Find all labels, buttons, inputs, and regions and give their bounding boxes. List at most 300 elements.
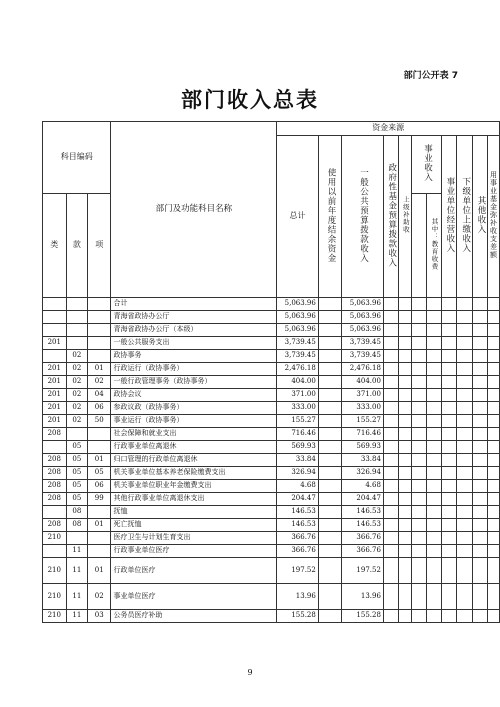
general-budget-cell: 404.00: [342, 376, 384, 389]
empty-source-cell: [383, 532, 398, 545]
empty-source-cell: [398, 350, 412, 363]
table-row: [43, 311, 500, 324]
empty-source-cell: [473, 519, 488, 532]
empty-source-cell: [488, 441, 500, 454]
empty-source-cell: [426, 519, 441, 532]
total-cell: 371.00: [277, 389, 319, 402]
kuan-header: 款: [66, 194, 87, 298]
fiscal-special-header: 上级补助收: [398, 136, 412, 298]
empty-source-cell: [441, 415, 457, 428]
subject-lei-cell: [43, 506, 67, 519]
empty-source-cell: [473, 545, 488, 558]
total-cell: 366.76: [277, 545, 319, 558]
empty-source-cell: [488, 610, 500, 623]
empty-source-cell: [412, 402, 426, 415]
empty-source-cell: [412, 493, 426, 506]
empty-source-cell: [441, 324, 457, 337]
subject-kuan-cell: 05: [66, 480, 87, 493]
empty-source-cell: [426, 506, 441, 519]
empty-source-cell: [412, 350, 426, 363]
subject-xiang-cell: 99: [88, 493, 111, 506]
empty-source-cell: [488, 532, 500, 545]
prior-balance-cell: [318, 532, 341, 545]
subject-xiang-cell: 03: [88, 610, 111, 623]
empty-source-cell: [473, 389, 488, 402]
general-budget-cell: 155.28: [342, 610, 384, 623]
item-name-cell: 政协事务: [111, 350, 277, 363]
subject-kuan-cell: 05: [66, 441, 87, 454]
empty-source-cell: [488, 584, 500, 610]
empty-source-cell: [441, 519, 457, 532]
prior-balance-cell: [318, 441, 341, 454]
lei-header: 类: [43, 194, 67, 298]
empty-source-cell: [426, 610, 441, 623]
subject-lei-cell: 208: [43, 480, 67, 493]
item-name-cell: 行政运行（政协事务）: [111, 363, 277, 376]
item-name-cell: 社会保障和就业支出: [111, 428, 277, 441]
table-row: [43, 584, 500, 610]
prior-balance-cell: [318, 324, 341, 337]
general-budget-cell: 333.00: [342, 402, 384, 415]
item-name-cell: 死亡抚恤: [111, 519, 277, 532]
table-row: [43, 402, 500, 415]
empty-source-cell: [426, 402, 441, 415]
empty-source-cell: [383, 454, 398, 467]
page-number: 9: [247, 668, 253, 677]
prior-balance-cell: [318, 350, 341, 363]
empty-source-cell: [457, 363, 473, 376]
empty-source-cell: [473, 402, 488, 415]
subject-kuan-cell: 02: [66, 363, 87, 376]
empty-source-cell: [398, 415, 412, 428]
empty-source-cell: [473, 610, 488, 623]
empty-source-cell: [488, 506, 500, 519]
empty-source-cell: [412, 363, 426, 376]
subject-lei-cell: 201: [43, 363, 67, 376]
subject-kuan-cell: 11: [66, 584, 87, 610]
subject-lei-cell: 210: [43, 532, 67, 545]
total-cell: 3,739.45: [277, 350, 319, 363]
item-name-cell: 抚恤: [111, 506, 277, 519]
empty-source-cell: [426, 480, 441, 493]
empty-source-cell: [398, 298, 412, 311]
empty-source-cell: [426, 350, 441, 363]
table-row: [43, 545, 500, 558]
subject-kuan-cell: [66, 337, 87, 350]
subject-lei-cell: 201: [43, 389, 67, 402]
empty-source-cell: [426, 298, 441, 311]
table-row: [43, 454, 500, 467]
subject-code-header: 科目编码: [43, 122, 111, 194]
table-row: [43, 389, 500, 402]
subject-xiang-cell: 06: [88, 402, 111, 415]
general-budget-cell: 146.53: [342, 519, 384, 532]
empty-source-cell: [441, 389, 457, 402]
empty-source-cell: [412, 467, 426, 480]
prior-balance-cell: [318, 506, 341, 519]
total-cell: 366.76: [277, 532, 319, 545]
empty-source-cell: [488, 519, 500, 532]
total-cell: 197.52: [277, 558, 319, 584]
empty-source-cell: [457, 376, 473, 389]
empty-source-cell: [412, 428, 426, 441]
empty-source-cell: [488, 363, 500, 376]
empty-source-cell: [383, 467, 398, 480]
general-budget-cell: 13.96: [342, 584, 384, 610]
empty-source-cell: [473, 584, 488, 610]
empty-source-cell: [412, 311, 426, 324]
general-budget-cell: 197.52: [342, 558, 384, 584]
other-income-header: 其他收入: [473, 136, 488, 298]
subject-kuan-cell: [66, 298, 87, 311]
subject-kuan-cell: [66, 532, 87, 545]
empty-source-cell: [457, 532, 473, 545]
subject-lei-cell: 201: [43, 337, 67, 350]
subject-lei-cell: 208: [43, 454, 67, 467]
empty-source-cell: [457, 415, 473, 428]
item-name-cell: 行政事业单位医疗: [111, 545, 277, 558]
empty-source-cell: [412, 519, 426, 532]
empty-source-cell: [441, 402, 457, 415]
subject-kuan-cell: 05: [66, 493, 87, 506]
subject-kuan-cell: [66, 428, 87, 441]
item-name-cell: 机关事业单位职业年金缴费支出: [111, 480, 277, 493]
subject-kuan-cell: 05: [66, 467, 87, 480]
empty-source-cell: [441, 298, 457, 311]
empty-source-cell: [473, 428, 488, 441]
empty-source-cell: [441, 584, 457, 610]
empty-source-cell: [488, 467, 500, 480]
item-name-cell: 行政单位医疗: [111, 558, 277, 584]
empty-source-cell: [488, 402, 500, 415]
table-number-label: 部门公开表 7: [403, 71, 458, 81]
empty-source-cell: [383, 584, 398, 610]
empty-source-cell: [426, 363, 441, 376]
empty-source-cell: [426, 532, 441, 545]
empty-source-cell: [473, 363, 488, 376]
empty-source-cell: [488, 454, 500, 467]
empty-source-cell: [412, 454, 426, 467]
item-name-cell: 青海省政协办公厅: [111, 311, 277, 324]
subject-kuan-cell: [66, 324, 87, 337]
empty-source-cell: [473, 441, 488, 454]
empty-source-cell: [457, 311, 473, 324]
subject-lei-cell: 210: [43, 558, 67, 584]
empty-source-cell: [457, 389, 473, 402]
item-name-cell: 政协会议: [111, 389, 277, 402]
empty-source-cell: [412, 298, 426, 311]
empty-source-cell: [398, 454, 412, 467]
general-budget-cell: 569.93: [342, 441, 384, 454]
prior-balance-cell: [318, 545, 341, 558]
table-row: [43, 428, 500, 441]
empty-source-cell: [426, 454, 441, 467]
empty-source-cell: [426, 376, 441, 389]
item-name-cell: 公务员医疗补助: [111, 610, 277, 623]
empty-source-cell: [473, 350, 488, 363]
subject-kuan-cell: [66, 311, 87, 324]
empty-source-cell: [398, 376, 412, 389]
empty-source-cell: [457, 337, 473, 350]
total-cell: 146.53: [277, 519, 319, 532]
subject-xiang-cell: 04: [88, 389, 111, 402]
prior-balance-cell: [318, 389, 341, 402]
table-row: [43, 441, 500, 454]
table-row: [43, 480, 500, 493]
empty-source-cell: [441, 610, 457, 623]
empty-source-cell: [441, 467, 457, 480]
empty-source-cell: [426, 584, 441, 610]
empty-source-cell: [457, 454, 473, 467]
empty-source-cell: [426, 324, 441, 337]
total-cell: 155.27: [277, 415, 319, 428]
subject-lei-cell: [43, 350, 67, 363]
item-name-cell: 事业运行（政协事务）: [111, 415, 277, 428]
empty-source-cell: [383, 480, 398, 493]
prior-balance-cell: [318, 454, 341, 467]
prior-balance-cell: [318, 337, 341, 350]
subject-kuan-cell: 05: [66, 454, 87, 467]
empty-source-cell: [473, 467, 488, 480]
empty-source-cell: [412, 584, 426, 610]
empty-source-cell: [412, 415, 426, 428]
empty-source-cell: [426, 389, 441, 402]
prior-balance-cell: [318, 428, 341, 441]
empty-source-cell: [383, 298, 398, 311]
empty-source-cell: [398, 324, 412, 337]
table-row: [43, 610, 500, 623]
prior-balance-cell: [318, 376, 341, 389]
empty-source-cell: [488, 545, 500, 558]
total-cell: 5,063.96: [277, 324, 319, 337]
empty-source-cell: [473, 454, 488, 467]
subject-kuan-cell: 11: [66, 545, 87, 558]
subject-xiang-cell: 06: [88, 480, 111, 493]
general-budget-cell: 366.76: [342, 545, 384, 558]
total-header: 总计: [277, 136, 319, 298]
empty-source-cell: [488, 493, 500, 506]
empty-source-cell: [398, 506, 412, 519]
empty-source-cell: [398, 402, 412, 415]
empty-source-cell: [457, 428, 473, 441]
general-budget-cell: 5,063.96: [342, 324, 384, 337]
total-cell: 326.94: [277, 467, 319, 480]
item-name-cell: 其他行政事业单位离退休支出: [111, 493, 277, 506]
total-cell: 5,063.96: [277, 311, 319, 324]
empty-source-cell: [441, 441, 457, 454]
general-budget-cell: 366.76: [342, 532, 384, 545]
empty-source-cell: [457, 545, 473, 558]
business-income-blank-header: [412, 194, 426, 298]
item-name-cell: 机关事业单位基本养老保险缴费支出: [111, 467, 277, 480]
subject-lei-cell: 208: [43, 519, 67, 532]
subject-lei-cell: 208: [43, 428, 67, 441]
subject-xiang-cell: 02: [88, 584, 111, 610]
empty-source-cell: [426, 545, 441, 558]
subject-lei-cell: [43, 298, 67, 311]
empty-source-cell: [412, 506, 426, 519]
item-name-cell: 一般公共服务支出: [111, 337, 277, 350]
empty-source-cell: [457, 519, 473, 532]
subject-kuan-cell: 02: [66, 350, 87, 363]
empty-source-cell: [398, 493, 412, 506]
general-budget-cell: 155.27: [342, 415, 384, 428]
empty-source-cell: [441, 428, 457, 441]
empty-source-cell: [473, 415, 488, 428]
empty-source-cell: [457, 350, 473, 363]
subject-lei-cell: 210: [43, 584, 67, 610]
empty-source-cell: [398, 610, 412, 623]
subject-lei-cell: [43, 545, 67, 558]
general-budget-cell: 204.47: [342, 493, 384, 506]
subject-xiang-cell: 01: [88, 519, 111, 532]
subject-kuan-cell: 02: [66, 415, 87, 428]
empty-source-cell: [457, 493, 473, 506]
general-budget-header: 一般公共预算拨款收入: [342, 136, 384, 298]
empty-source-cell: [398, 558, 412, 584]
prior-balance-cell: [318, 298, 341, 311]
empty-source-cell: [488, 337, 500, 350]
empty-source-cell: [412, 480, 426, 493]
empty-source-cell: [441, 376, 457, 389]
table-row: [43, 337, 500, 350]
empty-source-cell: [426, 415, 441, 428]
table-row: [43, 467, 500, 480]
general-budget-cell: 33.84: [342, 454, 384, 467]
empty-source-cell: [488, 415, 500, 428]
subject-kuan-cell: 02: [66, 402, 87, 415]
subject-xiang-cell: 05: [88, 467, 111, 480]
prior-balance-cell: [318, 480, 341, 493]
general-budget-cell: 4.68: [342, 480, 384, 493]
total-cell: 204.47: [277, 493, 319, 506]
table-row: [43, 376, 500, 389]
empty-source-cell: [473, 493, 488, 506]
empty-source-cell: [473, 532, 488, 545]
total-cell: 2,476.18: [277, 363, 319, 376]
funding-source-header: 资金来源: [277, 122, 500, 136]
empty-source-cell: [398, 337, 412, 350]
empty-source-cell: [457, 467, 473, 480]
subject-xiang-cell: [88, 324, 111, 337]
prior-balance-cell: [318, 558, 341, 584]
empty-source-cell: [383, 415, 398, 428]
empty-source-cell: [457, 610, 473, 623]
general-budget-cell: 716.46: [342, 428, 384, 441]
empty-source-cell: [383, 363, 398, 376]
empty-source-cell: [398, 441, 412, 454]
empty-source-cell: [473, 558, 488, 584]
empty-source-cell: [488, 311, 500, 324]
subject-lei-cell: [43, 311, 67, 324]
empty-source-cell: [488, 324, 500, 337]
business-income-header: 事业收入: [412, 136, 441, 194]
income-summary-table: [42, 121, 500, 623]
empty-source-cell: [441, 363, 457, 376]
empty-source-cell: [412, 324, 426, 337]
empty-source-cell: [398, 545, 412, 558]
empty-source-cell: [383, 493, 398, 506]
empty-source-cell: [473, 311, 488, 324]
total-cell: 3,739.45: [277, 337, 319, 350]
item-name-cell: 青海省政协办公厅（本级）: [111, 324, 277, 337]
empty-source-cell: [441, 558, 457, 584]
subject-kuan-cell: 11: [66, 610, 87, 623]
subject-xiang-cell: [88, 506, 111, 519]
empty-source-cell: [383, 350, 398, 363]
table-row: [43, 324, 500, 337]
subject-kuan-cell: 08: [66, 506, 87, 519]
empty-source-cell: [473, 298, 488, 311]
subject-xiang-cell: [88, 337, 111, 350]
prior-balance-cell: [318, 519, 341, 532]
general-budget-cell: 3,739.45: [342, 350, 384, 363]
total-cell: 13.96: [277, 584, 319, 610]
item-name-cell: 行政事业单位离退休: [111, 441, 277, 454]
empty-source-cell: [412, 441, 426, 454]
subject-xiang-cell: [88, 298, 111, 311]
item-name-cell: 事业单位医疗: [111, 584, 277, 610]
subject-xiang-cell: [88, 350, 111, 363]
empty-source-cell: [488, 428, 500, 441]
subject-xiang-cell: 02: [88, 376, 111, 389]
empty-source-cell: [441, 532, 457, 545]
subject-kuan-cell: 02: [66, 376, 87, 389]
general-budget-cell: 371.00: [342, 389, 384, 402]
general-budget-cell: 5,063.96: [342, 311, 384, 324]
prior-balance-cell: [318, 363, 341, 376]
empty-source-cell: [412, 558, 426, 584]
empty-source-cell: [426, 311, 441, 324]
table-row: [43, 532, 500, 545]
education-fee-header: 其中：教育收费: [426, 194, 441, 298]
empty-source-cell: [441, 493, 457, 506]
dept-name-header: 部门及功能科目名称: [111, 122, 277, 298]
empty-source-cell: [441, 545, 457, 558]
empty-source-cell: [412, 389, 426, 402]
empty-source-cell: [426, 558, 441, 584]
table-row: [43, 519, 500, 532]
subject-lei-cell: 208: [43, 467, 67, 480]
empty-source-cell: [412, 545, 426, 558]
empty-source-cell: [398, 584, 412, 610]
prior-balance-cell: [318, 311, 341, 324]
total-cell: 146.53: [277, 506, 319, 519]
empty-source-cell: [426, 337, 441, 350]
empty-source-cell: [426, 428, 441, 441]
subject-xiang-cell: [88, 441, 111, 454]
empty-source-cell: [398, 467, 412, 480]
empty-source-cell: [457, 558, 473, 584]
prior-balance-cell: [318, 467, 341, 480]
empty-source-cell: [383, 441, 398, 454]
empty-source-cell: [398, 519, 412, 532]
general-budget-cell: 3,739.45: [342, 337, 384, 350]
total-cell: 155.28: [277, 610, 319, 623]
empty-source-cell: [457, 506, 473, 519]
empty-source-cell: [412, 610, 426, 623]
total-cell: 333.00: [277, 402, 319, 415]
empty-source-cell: [473, 376, 488, 389]
subject-xiang-cell: 50: [88, 415, 111, 428]
superior-payment-header: 下级单位上缴收入: [457, 136, 473, 298]
empty-source-cell: [441, 454, 457, 467]
empty-source-cell: [441, 350, 457, 363]
empty-source-cell: [488, 376, 500, 389]
subject-xiang-cell: [88, 428, 111, 441]
empty-source-cell: [398, 311, 412, 324]
subject-lei-cell: 210: [43, 610, 67, 623]
